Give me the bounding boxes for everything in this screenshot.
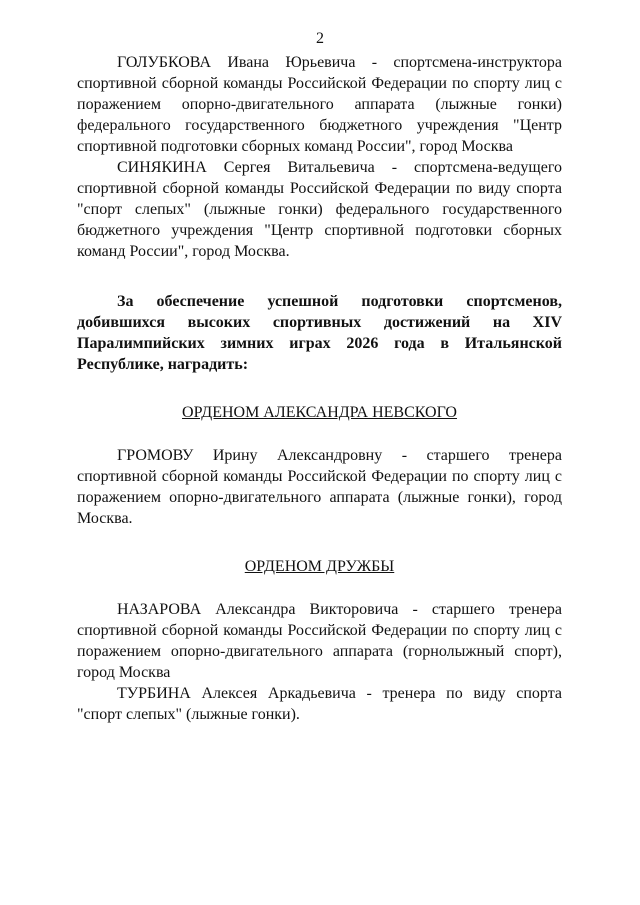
section-heading-friendship: ОРДЕНОМ ДРУЖБЫ — [244, 558, 395, 575]
section-heading-nevsky: ОРДЕНОМ АЛЕКСАНДРА НЕВСКОГО — [182, 404, 457, 421]
decree-intro: За обеспечение успешной подготовки спортсменов, добившихся высоких спортивных достижений на XIV Паралимпийских зимних играх 2026 года в Итальянской Республике, наградить: — [77, 293, 562, 373]
award-paragraph-turbin: ТУРБИНА Алексея Аркадьевича - тренера по виду спорта "спорт слепых" (лыжные гонки). — [77, 685, 562, 723]
award-paragraph-sinyakin: СИНЯКИНА Сергея Витальевича - спортсмена-ведущего спортивной сборной команды Российской Федерации по виду спорта "спорт слепых" (лыжные гонки) федерального государственного бюджетного учреждения "Центр спортивной подготовки сборных команд России", город Москва. — [77, 159, 562, 260]
award-paragraph-golubkov: ГОЛУБКОВА Ивана Юрьевича - спортсмена-инструктора спортивной сборной команды Российской Федерации по спорту лиц с поражением опорно-двигательного аппарата (лыжные гонки) федерального государственного бюджетного учреждения "Центр спортивной подготовки сборных команд России", город Москва — [77, 54, 562, 155]
award-paragraph-gromova: ГРОМОВУ Ирину Александровну - старшего тренера спортивной сборной команды Российской Федерации по спорту лиц с поражением опорно-двигательного аппарата (лыжные гонки), город Москва. — [77, 447, 562, 527]
page-number: 2 — [316, 30, 324, 47]
award-paragraph-nazarov: НАЗАРОВА Александра Викторовича - старшего тренера спортивной сборной команды Российской Федерации по спорту лиц с поражением опорно-двигательного аппарата (горнолыжный спорт), город Москва — [77, 601, 562, 681]
document-body — [77, 52, 562, 725]
